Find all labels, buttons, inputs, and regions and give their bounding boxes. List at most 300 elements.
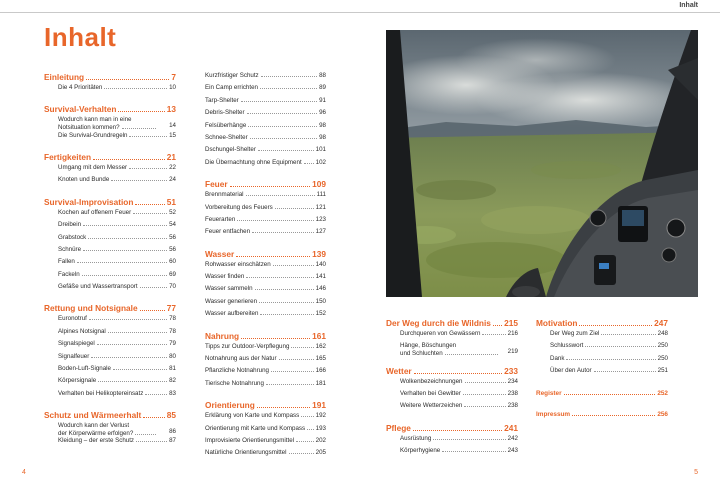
page-number-left: 4 bbox=[22, 469, 26, 476]
link-title: Register bbox=[536, 389, 562, 397]
entry-page-number: 14 bbox=[169, 121, 176, 129]
toc-section-heading[interactable] bbox=[44, 410, 176, 422]
entry-title: Debris-Shelter bbox=[205, 109, 245, 117]
entry-page-number: 88 bbox=[319, 72, 326, 79]
entry-page-number: 89 bbox=[319, 84, 326, 92]
dot-leader bbox=[83, 250, 167, 251]
entry-title: Wasser generieren bbox=[205, 297, 258, 305]
entry-page-number: 24 bbox=[169, 176, 176, 184]
dot-leader bbox=[445, 354, 498, 355]
section-title: Rettung und Notsignale bbox=[44, 303, 138, 314]
entry-page-number: 121 bbox=[315, 203, 326, 211]
running-header: Inhalt bbox=[679, 2, 698, 9]
toc-section-heading[interactable] bbox=[386, 423, 518, 435]
dot-leader bbox=[145, 394, 167, 395]
dot-leader bbox=[230, 186, 311, 187]
dot-leader bbox=[88, 238, 167, 239]
entry-page-number: 10 bbox=[169, 84, 176, 91]
entry-title: Vorbereitung des Feuers bbox=[205, 203, 273, 211]
toc-entry[interactable] bbox=[205, 216, 326, 228]
toc-entry[interactable] bbox=[44, 234, 176, 246]
entry-title: Orientierung mit Karte und Kompass bbox=[205, 424, 306, 432]
dot-leader bbox=[465, 382, 506, 383]
toc-entry[interactable] bbox=[205, 159, 326, 171]
dot-leader bbox=[247, 113, 318, 114]
dot-leader bbox=[291, 347, 313, 348]
entry-title: Wasser aufbereiten bbox=[205, 310, 259, 318]
entry-page-number: 150 bbox=[315, 297, 326, 305]
entry-page-number: 87 bbox=[169, 437, 176, 445]
entry-page-number: 82 bbox=[169, 377, 176, 385]
dot-leader bbox=[237, 220, 313, 221]
entry-page-number: 248 bbox=[657, 330, 668, 337]
toc-entry[interactable] bbox=[205, 134, 326, 146]
dot-leader bbox=[241, 101, 317, 102]
dot-leader bbox=[118, 111, 164, 112]
entry-title-line2-row bbox=[400, 350, 500, 358]
toc-entry[interactable] bbox=[205, 380, 326, 392]
page-title: Inhalt bbox=[44, 22, 117, 52]
dot-leader bbox=[77, 262, 167, 263]
section-title: Survival-Improvisation bbox=[44, 196, 134, 207]
entry-title: Alpines Notsignal bbox=[58, 327, 106, 335]
section-page-number: 7 bbox=[171, 72, 176, 82]
entry-page-number: 52 bbox=[169, 208, 176, 216]
entry-title: Feuer entfachen bbox=[205, 228, 251, 236]
entry-title: Körpersignale bbox=[58, 377, 97, 385]
entry-title: Ein Camp errichten bbox=[205, 84, 258, 92]
dot-leader bbox=[260, 314, 313, 315]
toc-entry[interactable] bbox=[205, 367, 326, 379]
entry-title: Fackeln bbox=[58, 270, 80, 278]
entry-title: Signalspiegel bbox=[58, 340, 95, 348]
dot-leader bbox=[250, 138, 317, 139]
entry-page-number: 234 bbox=[507, 377, 518, 385]
entry-title: Weitere Wetterzeichen bbox=[400, 402, 463, 410]
entry-title: Grabstock bbox=[58, 233, 87, 241]
dot-leader bbox=[246, 277, 313, 278]
toc-entry[interactable] bbox=[205, 425, 326, 437]
entry-title: Körperhygiene bbox=[400, 447, 441, 455]
section-page-number: 21 bbox=[166, 151, 176, 162]
toc-entry[interactable] bbox=[205, 109, 326, 121]
dot-leader bbox=[246, 195, 315, 196]
toc-entry[interactable] bbox=[205, 191, 326, 203]
entry-title-line2-row bbox=[58, 430, 158, 438]
toc-entry[interactable] bbox=[205, 261, 326, 273]
toc-entry[interactable] bbox=[44, 422, 176, 437]
toc-entry[interactable] bbox=[44, 340, 176, 352]
entry-page-number: 165 bbox=[315, 355, 326, 363]
entry-title-line2: und Schluchten bbox=[400, 349, 443, 357]
toc-entry[interactable] bbox=[386, 342, 518, 357]
toc-entry[interactable] bbox=[44, 328, 176, 340]
entry-page-number: 102 bbox=[315, 158, 326, 166]
entry-page-number: 22 bbox=[169, 163, 176, 171]
link-title: Impressum bbox=[536, 410, 571, 418]
dot-leader bbox=[289, 453, 314, 454]
dot-leader bbox=[104, 88, 167, 89]
entry-page-number: 15 bbox=[169, 131, 176, 139]
entry-title: Wolkenbezeichnungen bbox=[400, 377, 463, 385]
entry-page-number: 111 bbox=[316, 191, 326, 199]
toc-section-heading[interactable] bbox=[44, 303, 176, 315]
entry-title: Fallen bbox=[58, 258, 75, 266]
section-title: Einleitung bbox=[44, 72, 85, 82]
toc-entry[interactable] bbox=[44, 315, 176, 327]
toc-entry[interactable] bbox=[205, 84, 326, 96]
dot-leader bbox=[136, 441, 167, 442]
entry-page-number: 162 bbox=[315, 342, 326, 350]
dot-leader bbox=[271, 371, 314, 372]
entry-page-number: 98 bbox=[319, 133, 326, 141]
entry-page-number: 127 bbox=[315, 228, 326, 236]
section-page-number: 13 bbox=[166, 104, 176, 115]
toc-entry[interactable] bbox=[44, 390, 176, 402]
toc-entry[interactable] bbox=[44, 353, 176, 365]
entry-title-line2: der Körperwärme erfolgen? bbox=[58, 429, 134, 437]
entry-title: Kochen auf offenem Feuer bbox=[58, 208, 132, 216]
entry-title: Brennmaterial bbox=[205, 191, 244, 199]
dot-leader bbox=[82, 275, 167, 276]
entry-title: Die Survival-Grundregeln bbox=[58, 131, 128, 139]
entry-page-number: 123 bbox=[315, 215, 326, 223]
toc-section-heading[interactable] bbox=[205, 331, 326, 343]
entry-title: Schlusswort bbox=[550, 342, 584, 350]
entry-page-number: 83 bbox=[169, 389, 176, 397]
toc-column-1 bbox=[44, 72, 176, 450]
dot-leader bbox=[98, 381, 167, 382]
toc-section-heading[interactable] bbox=[44, 152, 176, 164]
entry-title: Erklärung von Karte und Kompass bbox=[205, 412, 300, 420]
dot-leader bbox=[248, 126, 317, 127]
entry-page-number: 152 bbox=[315, 310, 326, 318]
toc-entry[interactable] bbox=[44, 209, 176, 221]
entry-page-number: 243 bbox=[507, 447, 518, 455]
dot-leader bbox=[579, 325, 652, 326]
dot-leader bbox=[442, 451, 505, 452]
entry-title-line2: Notsituation kommen? bbox=[58, 123, 120, 131]
entry-page-number: 181 bbox=[315, 379, 326, 387]
dot-leader bbox=[296, 441, 314, 442]
toc-section-heading[interactable] bbox=[205, 179, 326, 191]
entry-title: Felsüberhänge bbox=[205, 121, 247, 129]
entry-page-number: 251 bbox=[657, 367, 668, 375]
toc-entry[interactable] bbox=[536, 355, 668, 367]
entry-title: Improvisierte Orientierungsmittel bbox=[205, 436, 295, 444]
entry-title: Rohwasser einschätzen bbox=[205, 260, 271, 268]
toc-entry[interactable] bbox=[44, 176, 176, 188]
toc-entry[interactable] bbox=[205, 228, 326, 240]
dot-leader bbox=[252, 232, 314, 233]
dot-leader bbox=[301, 416, 313, 417]
dot-leader bbox=[493, 325, 502, 326]
entry-title: Dreibein bbox=[58, 221, 82, 229]
toc-entry[interactable] bbox=[386, 447, 518, 459]
toc-entry[interactable] bbox=[205, 97, 326, 109]
entry-page-number: 238 bbox=[507, 402, 518, 410]
entry-title: Kurzfristiger Schutz bbox=[205, 72, 259, 79]
section-title: Schutz und Wärmeerhalt bbox=[44, 410, 142, 421]
section-page-number: 77 bbox=[166, 303, 176, 314]
toc-entry[interactable] bbox=[386, 390, 518, 402]
section-title: Orientierung bbox=[205, 400, 255, 411]
section-title: Pflege bbox=[386, 422, 411, 433]
entry-title: Natürliche Orientierungsmittel bbox=[205, 449, 287, 457]
toc-entry[interactable] bbox=[44, 437, 176, 449]
dot-leader bbox=[273, 265, 314, 266]
link-page-number: 256 bbox=[657, 410, 668, 418]
dot-leader bbox=[266, 384, 314, 385]
section-page-number: 109 bbox=[312, 179, 326, 190]
section-title: Der Weg durch die Wildnis bbox=[386, 318, 491, 328]
entry-title: Wasser sammeln bbox=[205, 285, 253, 293]
dot-leader bbox=[135, 204, 164, 205]
dot-leader bbox=[258, 150, 314, 151]
toc-column-3 bbox=[386, 318, 518, 460]
entry-title: Schnüre bbox=[58, 245, 82, 253]
toc-entry[interactable] bbox=[386, 402, 518, 414]
entry-page-number: 78 bbox=[169, 327, 176, 335]
toc-section-heading[interactable] bbox=[386, 318, 518, 330]
entry-title: Tarp-Shelter bbox=[205, 96, 239, 104]
entry-page-number: 192 bbox=[315, 412, 326, 420]
entry-title: Der Weg zum Ziel bbox=[550, 330, 600, 337]
toc-entry[interactable] bbox=[44, 377, 176, 389]
dot-leader bbox=[133, 213, 167, 214]
entry-title: Schnee-Shelter bbox=[205, 133, 248, 141]
toc-section-heading[interactable] bbox=[44, 197, 176, 209]
entry-title: Ausrüstung bbox=[400, 434, 432, 442]
toc-section-heading[interactable] bbox=[536, 318, 668, 330]
toc-entry[interactable] bbox=[205, 298, 326, 310]
dot-leader bbox=[97, 344, 167, 345]
dot-leader bbox=[482, 334, 505, 335]
toc-entry[interactable] bbox=[386, 330, 518, 342]
entry-page-number: 219 bbox=[507, 347, 518, 355]
dot-leader bbox=[129, 136, 167, 137]
section-page-number: 85 bbox=[166, 410, 176, 421]
dot-leader bbox=[564, 394, 656, 395]
dot-leader bbox=[111, 180, 167, 181]
entry-title: Die 4 Prioritäten bbox=[58, 84, 103, 91]
entry-title: Tierische Notnahrung bbox=[205, 379, 264, 387]
toc-entry[interactable] bbox=[44, 164, 176, 176]
entry-page-number: 81 bbox=[169, 365, 176, 373]
section-title: Wasser bbox=[205, 248, 235, 259]
toc-entry[interactable] bbox=[44, 84, 176, 96]
entry-title: Gefäße und Wassertransport bbox=[58, 283, 138, 291]
helicopter-cockpit-photo bbox=[386, 30, 698, 297]
entry-title: Hänge, Böschungen bbox=[400, 342, 457, 350]
entry-page-number: 101 bbox=[315, 146, 326, 154]
entry-title: Verhalten bei Helikoptereinsatz bbox=[58, 389, 144, 397]
toc-entry[interactable] bbox=[205, 449, 326, 461]
section-page-number: 191 bbox=[312, 400, 326, 411]
dot-leader bbox=[236, 256, 310, 257]
dot-leader bbox=[113, 369, 167, 370]
section-title: Nahrung bbox=[205, 330, 240, 341]
toc-entry[interactable] bbox=[44, 132, 176, 144]
dot-leader bbox=[566, 359, 655, 360]
entry-title: Kleidung – der erste Schutz bbox=[58, 437, 135, 445]
entry-page-number: 54 bbox=[169, 221, 176, 229]
entry-title: Knoten und Bunde bbox=[58, 176, 110, 184]
entry-title: Euronotruf bbox=[58, 315, 87, 323]
entry-page-number: 60 bbox=[169, 258, 176, 266]
toc-entry[interactable] bbox=[205, 343, 326, 355]
page-number-right: 5 bbox=[694, 469, 698, 476]
dot-leader bbox=[129, 168, 167, 169]
entry-page-number: 56 bbox=[169, 233, 176, 241]
entry-page-number: 205 bbox=[315, 449, 326, 457]
entry-page-number: 86 bbox=[169, 427, 176, 435]
entry-page-number: 141 bbox=[315, 273, 326, 281]
entry-page-number: 69 bbox=[169, 270, 176, 278]
toc-entry[interactable] bbox=[205, 273, 326, 285]
entry-title: Tipps zur Outdoor-Verpflegung bbox=[205, 342, 290, 350]
dot-leader bbox=[140, 310, 165, 311]
dot-leader bbox=[122, 128, 156, 129]
entry-title: Wasser finden bbox=[205, 273, 245, 281]
entry-title: Über den Autor bbox=[550, 367, 592, 375]
toc-entry[interactable] bbox=[205, 146, 326, 158]
toc-link-register[interactable] bbox=[536, 390, 668, 401]
toc-entry[interactable] bbox=[386, 378, 518, 390]
dot-leader bbox=[463, 394, 506, 395]
entry-page-number: 238 bbox=[507, 389, 518, 397]
dot-leader bbox=[304, 163, 314, 164]
section-title: Wetter bbox=[386, 365, 412, 376]
entry-page-number: 216 bbox=[507, 330, 518, 337]
toc-entry[interactable] bbox=[536, 342, 668, 354]
entry-page-number: 250 bbox=[657, 354, 668, 362]
toc-entry[interactable] bbox=[205, 72, 326, 84]
dot-leader bbox=[260, 88, 317, 89]
dot-leader bbox=[91, 357, 167, 358]
toc-entry[interactable] bbox=[205, 122, 326, 134]
section-page-number: 241 bbox=[504, 422, 518, 433]
toc-section-heading[interactable] bbox=[44, 72, 176, 84]
entry-title: Notnahrung aus der Natur bbox=[205, 355, 277, 363]
toc-entry[interactable] bbox=[44, 258, 176, 270]
entry-page-number: 70 bbox=[169, 283, 176, 291]
section-page-number: 247 bbox=[654, 318, 668, 328]
dot-leader bbox=[86, 79, 169, 80]
link-page-number: 252 bbox=[657, 389, 668, 397]
entry-title: Wodurch kann der Verlust bbox=[58, 422, 130, 430]
dot-leader bbox=[259, 302, 314, 303]
entry-title: Die Übernachtung ohne Equipment bbox=[205, 158, 302, 166]
section-page-number: 139 bbox=[312, 248, 326, 259]
dot-leader bbox=[594, 371, 656, 372]
dot-leader bbox=[140, 287, 168, 288]
entry-page-number: 166 bbox=[315, 367, 326, 375]
entry-title: Verhalten bei Gewitter bbox=[400, 389, 461, 397]
dot-leader bbox=[464, 406, 505, 407]
entry-page-number: 140 bbox=[315, 260, 326, 268]
entry-title: Boden-Luft-Signale bbox=[58, 365, 111, 373]
dot-leader bbox=[143, 417, 164, 418]
dot-leader bbox=[89, 319, 167, 320]
entry-title: Durchqueren von Gewässern bbox=[400, 330, 481, 337]
toc-section-heading[interactable] bbox=[205, 249, 326, 261]
dot-leader bbox=[257, 407, 310, 408]
toc-column-4 bbox=[536, 318, 668, 422]
toc-entry[interactable] bbox=[44, 116, 176, 131]
section-page-number: 233 bbox=[504, 365, 518, 376]
dot-leader bbox=[255, 289, 314, 290]
entry-title: Dschungel-Shelter bbox=[205, 146, 256, 154]
dot-leader bbox=[585, 346, 655, 347]
entry-page-number: 78 bbox=[169, 315, 176, 323]
toc-entry[interactable] bbox=[205, 412, 326, 424]
entry-page-number: 98 bbox=[319, 121, 326, 129]
entry-page-number: 80 bbox=[169, 352, 176, 360]
dot-leader bbox=[279, 359, 314, 360]
section-title: Fertigkeiten bbox=[44, 151, 92, 162]
toc-entry[interactable] bbox=[386, 435, 518, 447]
entry-title: Umgang mit dem Messer bbox=[58, 163, 128, 171]
toc-entry[interactable] bbox=[205, 204, 326, 216]
entry-page-number: 193 bbox=[315, 424, 326, 432]
dot-leader bbox=[307, 429, 314, 430]
entry-page-number: 79 bbox=[169, 340, 176, 348]
entry-page-number: 202 bbox=[315, 436, 326, 444]
dot-leader bbox=[135, 434, 156, 435]
dot-leader bbox=[601, 334, 655, 335]
entry-page-number: 146 bbox=[315, 285, 326, 293]
toc-entry[interactable] bbox=[536, 330, 668, 342]
dot-leader bbox=[108, 332, 167, 333]
dot-leader bbox=[414, 373, 502, 374]
entry-title: Wodurch kann man in eine bbox=[58, 116, 132, 124]
dot-leader bbox=[93, 159, 165, 160]
top-rule bbox=[0, 12, 720, 13]
entry-title: Pflanzliche Notnahrung bbox=[205, 367, 269, 375]
section-title: Feuer bbox=[205, 179, 228, 190]
section-page-number: 215 bbox=[504, 318, 518, 328]
section-page-number: 161 bbox=[312, 330, 326, 341]
dot-leader bbox=[261, 76, 317, 77]
entry-page-number: 250 bbox=[657, 342, 668, 350]
dot-leader bbox=[572, 415, 655, 416]
toc-entry[interactable] bbox=[44, 365, 176, 377]
entry-page-number: 96 bbox=[319, 109, 326, 117]
toc-entry[interactable] bbox=[44, 283, 176, 295]
toc-entry[interactable] bbox=[205, 285, 326, 297]
entry-page-number: 56 bbox=[169, 245, 176, 253]
toc-section-heading[interactable] bbox=[44, 104, 176, 116]
toc-entry[interactable] bbox=[205, 355, 326, 367]
toc-entry[interactable] bbox=[44, 271, 176, 283]
toc-entry[interactable] bbox=[205, 310, 326, 322]
toc-link-impressum[interactable] bbox=[536, 411, 668, 422]
entry-title: Signalfeuer bbox=[58, 352, 90, 360]
dot-leader bbox=[413, 430, 502, 431]
entry-title-line2-row bbox=[58, 124, 158, 132]
toc-entry[interactable] bbox=[205, 437, 326, 449]
entry-title: Dank bbox=[550, 354, 565, 362]
entry-title: Feuerarten bbox=[205, 215, 236, 223]
dot-leader bbox=[83, 225, 167, 226]
toc-entry[interactable] bbox=[44, 221, 176, 233]
toc-section-heading[interactable] bbox=[386, 366, 518, 378]
toc-section-heading[interactable] bbox=[205, 400, 326, 412]
dot-leader bbox=[275, 208, 314, 209]
toc-entry[interactable] bbox=[536, 367, 668, 379]
toc-entry[interactable] bbox=[44, 246, 176, 258]
